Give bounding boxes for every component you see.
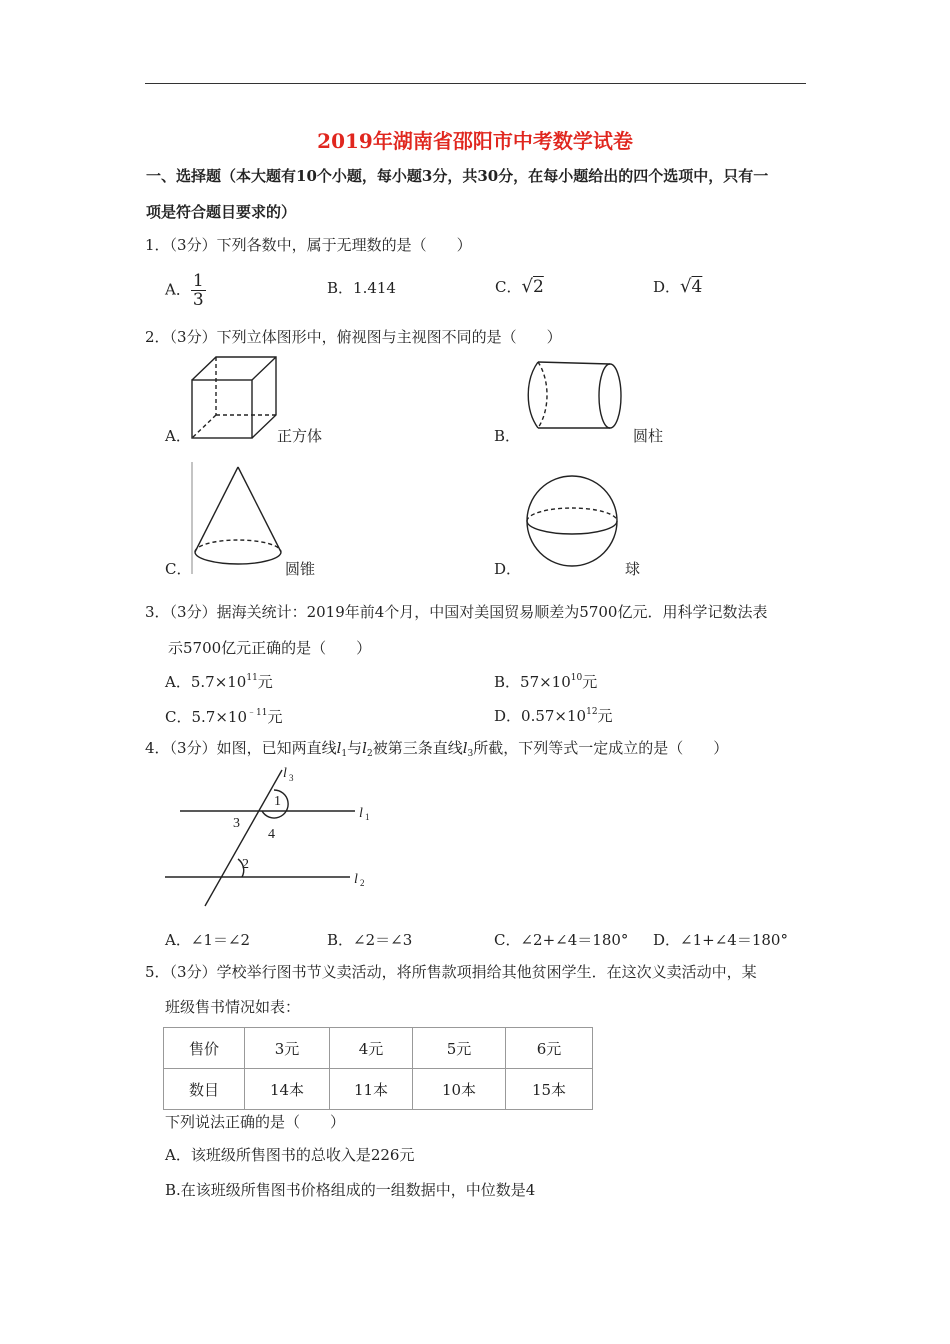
q4-text-4: 所截，下列等式一定成立的是（ ）: [473, 739, 729, 757]
l2-sub: 2: [360, 878, 365, 888]
q1-option-a: [165, 272, 206, 309]
table-cell: 售价: [164, 1028, 245, 1069]
table-cell: 4元: [330, 1028, 413, 1069]
q3-d-unit: 元: [597, 707, 613, 725]
sqrt-icon: √: [521, 276, 533, 297]
q3-a-base: A．5.7×10: [165, 673, 247, 691]
q4-option-c: C．∠2+∠4＝180°: [494, 931, 629, 949]
page-title: 2019年湖南省邵阳市中考数学试卷: [317, 129, 633, 153]
angle-4-label: 4: [268, 827, 275, 842]
q3-c-unit: 元: [267, 708, 283, 726]
q2-d-label: D．: [494, 560, 522, 578]
angle-1-label: 1: [274, 794, 281, 809]
q3-line2: 示5700亿元正确的是（ ）: [168, 639, 372, 657]
sqrt-icon: √: [680, 276, 692, 297]
q4-option-a: A．∠1＝∠2: [165, 931, 251, 949]
table-cell: 11本: [330, 1069, 413, 1110]
l1-sub: 1: [365, 812, 370, 822]
table-cell: 15本: [506, 1069, 593, 1110]
line-subscript: 1: [341, 749, 348, 759]
q2-c-text: 圆锥: [285, 560, 316, 578]
q3-option-a: [165, 671, 273, 692]
q2-a-label: A．: [165, 427, 191, 445]
l3-sub: 3: [289, 773, 294, 783]
q1-option-b: B．1.414: [327, 279, 396, 297]
q3-d-exponent: 12: [586, 707, 598, 717]
table-cell: 14本: [245, 1069, 330, 1110]
q1-d-radicand: 4: [691, 277, 703, 297]
q3-c-exponent: ﹣11: [247, 708, 268, 718]
q3-d-base: D．0.57×10: [494, 707, 587, 725]
line-subscript: 2: [366, 749, 373, 759]
table-row: [164, 1028, 593, 1069]
q2-stem: 2．（3分）下列立体图形中，俯视图与主视图不同的是（ ）: [145, 328, 562, 346]
sphere-figure: [525, 474, 625, 574]
q3-b-unit: 元: [582, 673, 598, 691]
q4-stem: [145, 737, 728, 759]
q5-line1: 5．（3分）学校举行图书节义卖活动，将所售款项捐给其他贫困学生．在这次义卖活动中，某: [145, 963, 757, 981]
line-subscript: 3: [467, 749, 474, 759]
q1-d-label: D．: [653, 278, 681, 296]
table-cell: 10本: [413, 1069, 506, 1110]
sales-table: [163, 1027, 593, 1110]
parallel-lines-figure: [160, 760, 380, 910]
l2-label: l: [354, 872, 358, 887]
q1-stem: 1．（3分）下列各数中，属于无理数的是（ ）: [145, 236, 472, 254]
cube-figure: [190, 355, 280, 440]
table-cell: 5元: [413, 1028, 506, 1069]
q1-option-d: [653, 276, 702, 297]
q4-text-1: 4．（3分）如图，已知两直线: [145, 739, 337, 757]
section-heading-line2: 项是符合题目要求的）: [146, 203, 297, 221]
fraction-denominator: 3: [192, 290, 204, 310]
section-heading-line1: 一、选择题（本大题有10个小题，每小题3分，共30分，在每小题给出的四个选项中，只有一: [146, 167, 769, 185]
angle-2-label: 2: [242, 857, 249, 872]
q4-text-3: 被第三条直线: [372, 739, 463, 757]
q4-text-2: 与: [347, 739, 363, 757]
q5-option-b: B.在该班级所售图书价格组成的一组数据中，中位数是4: [165, 1181, 536, 1199]
q3-b-exponent: 10: [570, 673, 583, 683]
q3-line1: 3．（3分）据海关统计：2019年前4个月，中国对美国贸易顺差为5700亿元．用科学记数法表: [145, 603, 768, 621]
q2-b-text: 圆柱: [633, 427, 664, 445]
fraction-numerator: 1: [192, 271, 204, 291]
q3-option-d: [494, 705, 613, 726]
header-rule: [145, 83, 806, 84]
l1-label: l: [359, 806, 363, 821]
q4-option-b: B．∠2＝∠3: [327, 931, 413, 949]
line-symbol: l: [462, 739, 468, 757]
q3-a-exponent: 11: [246, 673, 258, 683]
q2-a-text: 正方体: [277, 427, 323, 445]
q2-b-label: B．: [494, 427, 521, 445]
q4-option-d: D．∠1+∠4＝180°: [653, 931, 788, 949]
q3-a-unit: 元: [257, 673, 273, 691]
table-row: [164, 1069, 593, 1110]
q5-prompt: 下列说法正确的是（ ）: [165, 1113, 346, 1131]
q3-option-c: [165, 705, 282, 727]
q3-c-base: C．5.7×10: [165, 708, 247, 726]
q3-b-base: B．57×10: [494, 673, 571, 691]
table-cell: 6元: [506, 1028, 593, 1069]
q2-c-label: C．: [165, 560, 192, 578]
table-cell: 数目: [164, 1069, 245, 1110]
cylinder-figure: [528, 360, 628, 432]
q5-option-a: A．该班级所售图书的总收入是226元: [165, 1146, 415, 1164]
q2-d-text: 球: [625, 560, 641, 578]
q1-c-radicand: 2: [532, 277, 544, 297]
line-symbol: l: [336, 739, 342, 757]
table-cell: 3元: [245, 1028, 330, 1069]
l3-label: l: [283, 766, 287, 781]
q3-option-b: [494, 671, 597, 692]
q5-line2: 班级售书情况如表：: [165, 998, 301, 1016]
angle-3-label: 3: [233, 816, 240, 831]
q1-c-label: C．: [495, 278, 522, 296]
cone-figure: [190, 462, 290, 574]
line-symbol: l: [362, 739, 367, 757]
q1-a-label: A．: [165, 280, 191, 299]
q1-a-fraction: [191, 272, 206, 309]
q1-option-c: [495, 276, 544, 297]
